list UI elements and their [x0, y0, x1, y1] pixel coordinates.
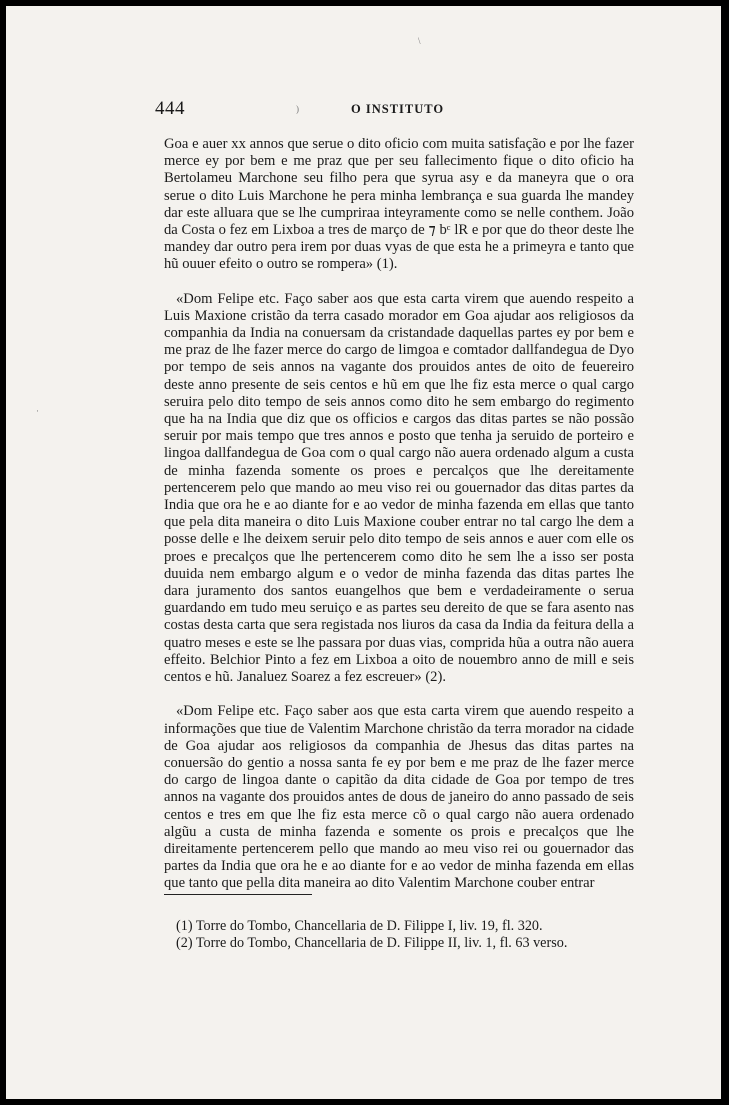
- paragraph-letter-luis-maxione: «Dom Felipe etc. Faço saber aos que esta carta virem que auendo respeito a Luis Maxione cristão da terra casado morador em Goa ajudar aos religiosos da companhia da India na conuersam da cristandade daquellas partes ey por bem e me praz de lhe fazer merce do cargo de limgoa e comtador dallfandegua de Dyo por tempo de seis annos na vagante dos prouidos antes de oito de feuereiro deste anno presente de seis centos e hũ em que lhe fiz esta merce o qual cargo seruira pelo dito tempo de seis annos como dito he sem embargo do regimento que ha na India que diz que os officios e cargos das ditas partes se não possão seruir por mais tempo que tres annos e posto que tenha ja seruido de porteiro e lingoa dallfandegua de Goa com o qual cargo não auera ordenado algum a custa de minha fazenda somente os proes e percalços que lhe dereitamente pertencerem pelo que mando ao meu viso rei ou gouernador das ditas partes da India que ora he e ao diante for e ao vedor de minha fazenda em ellas que tanto que pela dita maneira o dito Luis Maxione couber entrar no tal cargo lhe dem a posse delle e lhe deixem seruir pelo dito tempo de seis annos e auer com elle os proes e precalços que lhe pertencerem como dito he sem lhe a isso ser posta duuida nem embargo algum e o vedor de minha fazenda das ditas partes lhe dara juramento dos santos euangelhos que bem e verdadeiramente o serua guardando em tudo meu seruiço e as partes seu dereito de que se fara asento nas costas desta carta que sera registada nos liuros da casa da India da feitura della a quatro meses e este se lhe passara por duas vias, comprida hũa a outra não auera effeito. Belchior Pinto a fez em Lixboa a oito de nouembro anno de mill e seis centos e hũ. Janaluez Soarez a fez escreuer» (2).: [164, 290, 634, 686]
- scan-speck: ·: [36, 406, 39, 416]
- page-number: 444: [155, 98, 185, 119]
- scan-speck: ): [296, 104, 299, 114]
- page-header: [155, 98, 613, 120]
- scan-speck: \: [418, 36, 421, 46]
- paragraph-gap: [164, 686, 634, 703]
- footnote-2: (2) Torre do Tombo, Chancellaria de D. Filippe II, liv. 1, fl. 63 verso.: [176, 935, 568, 951]
- paragraph-gap: [164, 274, 634, 291]
- paragraph-continuation: Goa e auer xx annos que serue o dito oficio com muita satisfação e por lhe fazer merce ey por bem e me praz que per seu fallecimento fique o dito oficio ha Bertolameu Marchone seu filho pera que syrua asy e da maneyra que o ora serue o dito Luis Marchone he pera minha lembrança e sua guarda lhe mandey dar este alluara que se lhe cumpriraa inteyramente como se nelle conthem. João da Costa o fez em Lixboa a tres de março de ⁊ bᶜ lR e por que do theor deste lhe mandey dar outro pera irem por duas vyas de que esta he a primeyra e tanto que hũ ouuer efeito o outro se rompera» (1).: [164, 136, 634, 273]
- paragraph-letter-valentim-marchone: «Dom Felipe etc. Faço saber aos que esta carta virem que auendo respeito a informações que tiue de Valentim Marchone christão da terra morador na cidade de Goa ajudar aos religiosos da companhia de Jhesus das ditas partes na conuersão do gentio a nossa santa fe ey por bem e me praz de lhe fazer merce do cargo de lingoa dante o capitão da dita cidade de Goa por tempo de tres annos na vagante dos prouidos antes de dous de janeiro do anno passado de seis centos e tres em que lhe fiz esta merce cõ o qual cargo não auera ordenado algũu a custa de minha fazenda e somente os prois e precalços que lhe direitamente pertencerem pello que mando ao meu viso rei ou gouernador das partes da India que ora he e ao diante for e ao vedor de minha fazenda em ellas que tanto que pella dita maneira ao dito Valentim Marchone couber entrar: [164, 703, 634, 892]
- footnotes: [176, 918, 636, 952]
- scanned-page: [6, 6, 721, 1099]
- running-title: O INSTITUTO: [351, 102, 445, 116]
- footnote-divider: [164, 894, 312, 895]
- body-text: [164, 136, 634, 893]
- footnote-1: (1) Torre do Tombo, Chancellaria de D. Filippe I, liv. 19, fl. 320.: [176, 918, 543, 934]
